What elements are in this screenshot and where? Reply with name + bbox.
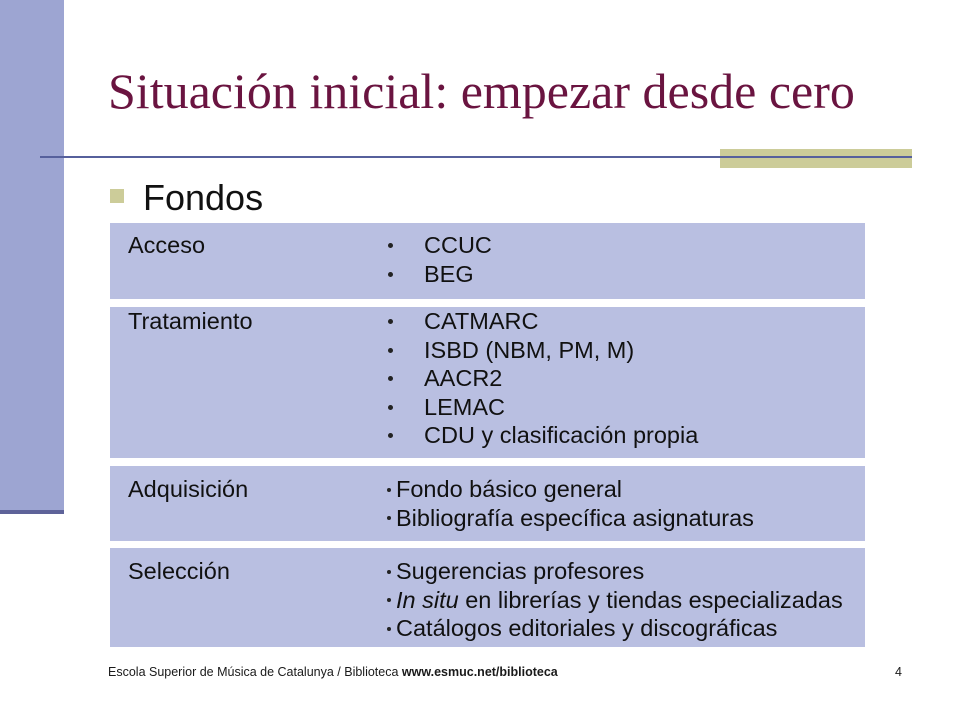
- list-item: [386, 231, 856, 260]
- list-item-text: Fondo básico general: [396, 476, 623, 502]
- row-label: Tratamiento: [128, 308, 253, 334]
- list-item-text: Bibliografía específica asignaturas: [396, 504, 754, 531]
- bullet-icon: [388, 348, 393, 353]
- list-item: [386, 307, 856, 336]
- bullet-icon: [388, 433, 393, 438]
- list-item-text: CDU y clasificación propia: [424, 422, 699, 448]
- list-item-text: ISBD (NBM, PM, M): [424, 336, 635, 363]
- row-label: Acceso: [128, 232, 206, 258]
- accent-sidebar-bar: [0, 0, 64, 510]
- list-item: [386, 614, 856, 643]
- row-label: Adquisición: [128, 476, 249, 502]
- row-label: Selección: [128, 558, 230, 584]
- title-underline-rule: [40, 156, 912, 158]
- row-items-list: [386, 557, 856, 643]
- list-item-text: AACR2: [424, 365, 503, 391]
- list-item: [386, 393, 856, 422]
- table-row-tratamiento: [110, 307, 865, 458]
- table-row-adquisicion: [110, 466, 865, 541]
- table-row-seleccion: [110, 548, 865, 647]
- list-item: [386, 504, 856, 533]
- list-item: [386, 421, 856, 450]
- list-item: [386, 557, 856, 586]
- title-accent-block: [720, 149, 912, 168]
- bullet-icon: [387, 488, 391, 492]
- list-item-text: Catálogos editoriales y discográficas: [396, 615, 778, 641]
- row-items-list: [386, 475, 856, 532]
- list-item-text: BEG: [424, 260, 474, 287]
- list-item: [386, 475, 856, 504]
- square-bullet-icon: [110, 189, 124, 203]
- list-item-text: en librerías y tiendas especializadas: [458, 586, 843, 613]
- list-item: [386, 364, 856, 393]
- row-items-list: [386, 307, 856, 450]
- list-item: [386, 260, 856, 289]
- section-heading: Fondos: [143, 177, 264, 218]
- bullet-icon: [387, 570, 391, 574]
- bullet-icon: [388, 243, 393, 248]
- list-item-text-italic: In situ: [396, 586, 459, 613]
- bullet-icon: [388, 319, 393, 324]
- list-item-text: Sugerencias profesores: [396, 558, 645, 584]
- row-items-list: [386, 231, 856, 288]
- footer-url: www.esmuc.net/biblioteca: [401, 665, 558, 679]
- list-item-text: CATMARC: [424, 308, 539, 334]
- slide-title: Situación inicial: empezar desde cero: [108, 63, 855, 119]
- bullet-icon: [387, 598, 391, 602]
- bullet-icon: [387, 627, 391, 631]
- accent-sidebar-shadow: [0, 510, 64, 514]
- list-item: [386, 336, 856, 365]
- bullet-icon: [388, 405, 393, 410]
- page-number: 4: [895, 665, 902, 679]
- list-item-text: LEMAC: [424, 393, 505, 420]
- bullet-icon: [388, 376, 393, 381]
- bullet-icon: [387, 516, 391, 520]
- table-row-acceso: [110, 223, 865, 299]
- footer-org: Escola Superior de Música de Catalunya / Biblioteca: [108, 665, 399, 679]
- bullet-icon: [388, 272, 393, 277]
- footer-text: [108, 664, 558, 680]
- list-item-text: CCUC: [424, 232, 492, 258]
- list-item: [386, 586, 856, 615]
